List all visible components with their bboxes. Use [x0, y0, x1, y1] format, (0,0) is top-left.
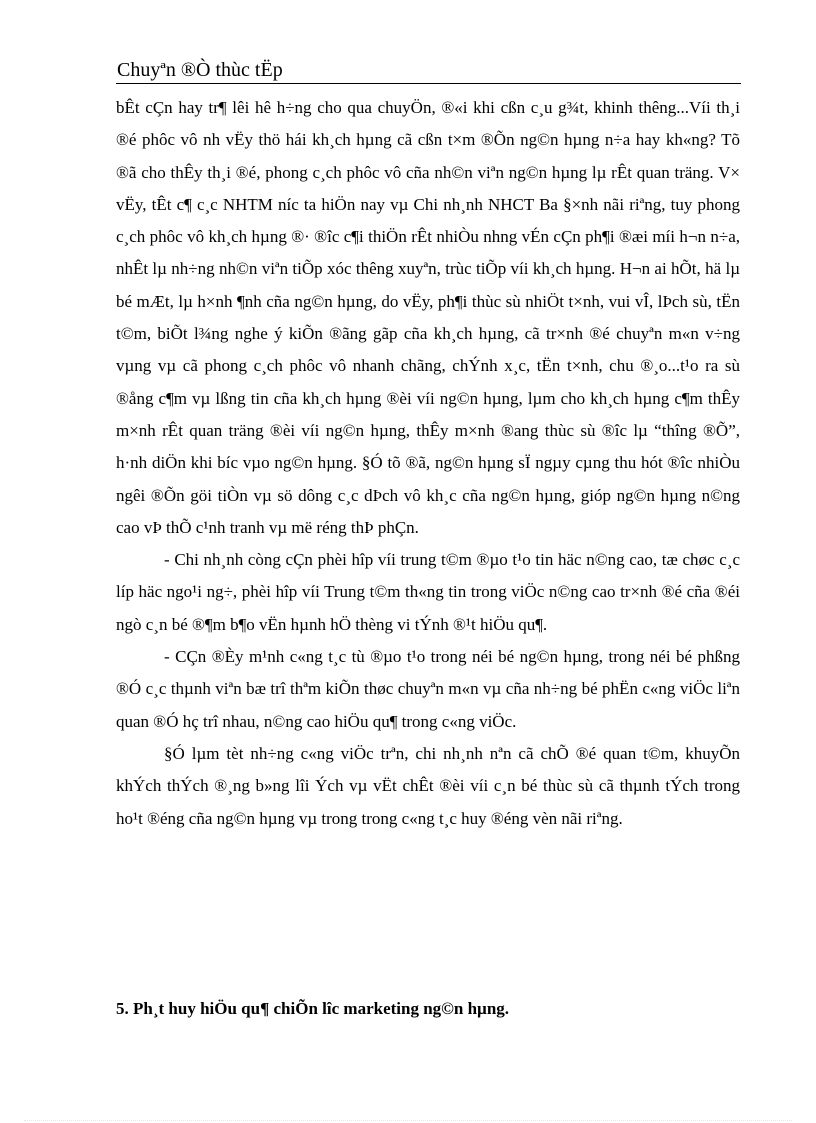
page-bottom-divider	[24, 1120, 792, 1121]
paragraph-internal-training: - CÇn ®Èy m¹nh c«ng t¸c tù ®µo t¹o trong néi bé ng©n hµng, trong néi bé phßng ®Ó c¸c thµnh viªn bæ trî thªm kiÕn thøc chuyªn m«n vµ cña nh÷ng bé phËn c«ng viÖc liªn quan ®Ó hç trî nhau, n©ng cao hiÖu qu¶ trong c«ng viÖc.	[116, 647, 740, 731]
page-header: Chuyªn ®Ò thùc tËp	[117, 59, 283, 81]
paragraph-incentives: §Ó lµm tèt nh÷ng c«ng viÖc trªn, chi nh¸nh nªn cã chÕ ®é quan t©m, khuyÕn khÝch thÝch ®¸ng b»ng lîi Ých vµ vËt chÊt ®èi víi c¸n bé thùc sù cã thµnh tÝch trong ho¹t ®éng cña ng©n hµng vµ trong trong c«ng t¸c huy ®éng vèn nãi riªng.	[116, 743, 740, 828]
paragraph-continuation: bÊt cÇn hay tr¶ lêi hê h÷ng cho qua chuyÖn, ®«i khi cßn c¸u g¾t, khinh thêng...Víi th¸i ®é phôc vô nh vËy thö hái kh¸ch hµng cã cßn t×m ®Õn ng©n hµng n÷a hay kh«ng? Tõ ®ã cho thÊy th¸i ®é, phong c¸ch phôc vô cña nh©n viªn ng©n hµng lµ rÊt quan träng. V× vËy, tÊt c¶ c¸c NHTM níc ta hiÖn nay vµ Chi nh¸nh NHCT Ba §×nh nãi riªng, tuy phong c¸ch phôc vô kh¸ch hµng ®· ®îc c¶i thiÖn rÊt nhiÒu nhng vÉn cÇn ph¶i ®æi míi h¬n n÷a, nhÊt lµ nh÷ng nh©n viªn tiÕp xóc thêng xuyªn, trùc tiÕp víi kh¸ch hµng. H¬n ai hÕt, hä lµ bé mÆt, lµ h×nh ¶nh cña ng©n hµng, do vËy, ph¶i thùc sù nhiÖt t×nh, vui vÎ, lÞch sù, tËn t©m, biÕt l¾ng nghe ý kiÕn ®ãng gãp cña kh¸ch hµng, cã tr×nh ®é chuyªn m«n v÷ng vµng vµ cã phong c¸ch phôc vô nhanh chãng, chÝnh x¸c, tËn t×nh, chu ®¸o...t¹o ra sù ®ång c¶m vµ lßng tin cña kh¸ch hµng ®èi víi ng©n hµng, lµm cho kh¸ch hµng c¶m thÊy m×nh rÊt quan träng ®èi víi ng©n hµng, thÊy m×nh ®ang thùc sù ®îc lµ “thîng ®Õ”, h·nh diÖn khi bíc vµo ng©n hµng. §Ó tõ ®ã, ng©n hµng sÏ ngµy cµng thu hót ®îc nhiÒu ngêi ®Õn göi tiÒn vµ sö dông c¸c dÞch vô kh¸c cña ng©n hµng, gióp ng©n hµng n©ng cao vÞ thÕ c¹nh tranh vµ më réng thÞ phÇn.	[116, 98, 740, 537]
section-heading: 5. Ph¸t huy hiÖu qu¶ chiÕn lîc marketing ng©n hµng.	[116, 999, 510, 1018]
body-text	[116, 92, 740, 835]
header-rule	[116, 83, 741, 84]
paragraph-training-coordination: - Chi nh¸nh còng cÇn phèi hîp víi trung t©m ®µo t¹o tin häc n©ng cao, tæ chøc c¸c líp häc ngo¹i ng÷, phèi hîp víi Trung t©m th«ng tin trong viÖc n©ng cao tr×nh ®é cña ®éi ngò c¸n bé ®¶m b¶o vËn hµnh hÖ thèng vi tÝnh ®¹t hiÖu qu¶.	[116, 550, 740, 634]
